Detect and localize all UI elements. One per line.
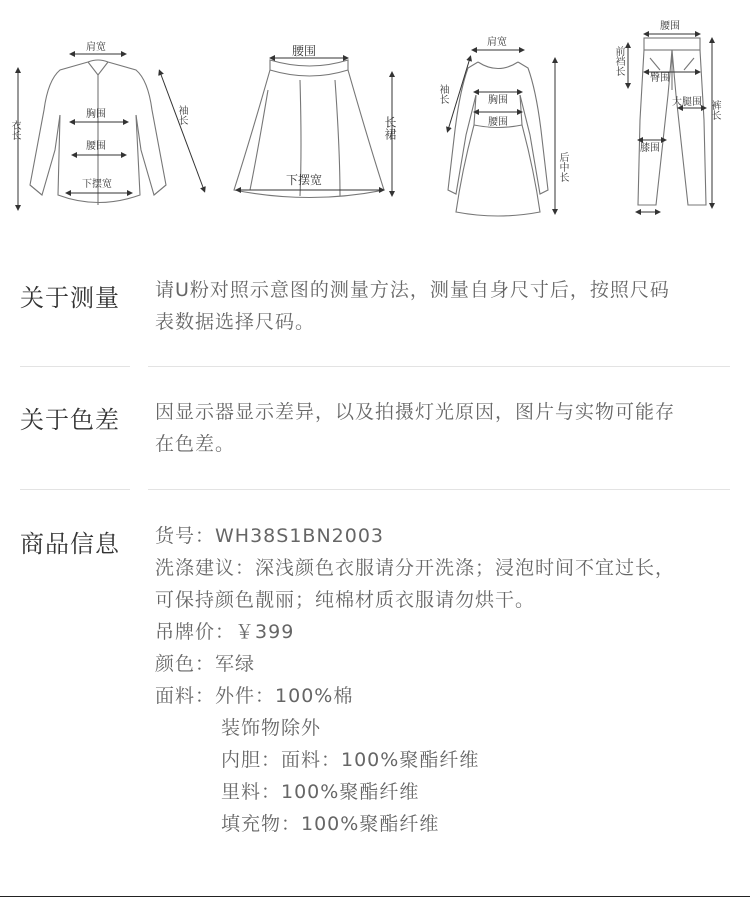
skirt-length-label: 长裙 [383, 116, 397, 140]
shirt-hem-label: 下摆宽 [82, 179, 112, 190]
measure-title: 关于测量 [20, 284, 120, 312]
shirt-length-label: 衣长 [9, 120, 20, 140]
fabric-line: 装饰物除外 [221, 717, 322, 739]
divider [20, 366, 130, 367]
pants-rise-label: 前裆长 [613, 46, 624, 76]
skirt-waist-label: 腰围 [292, 44, 317, 58]
skirt-hem-label: 下摆宽 [286, 173, 323, 187]
price-value: ￥399 [235, 621, 295, 643]
fabric-line: 外件：100%棉 [215, 685, 354, 707]
measurement-diagrams [0, 0, 750, 230]
dress-shoulder-label: 肩宽 [487, 37, 507, 48]
shirt-shoulder-label: 肩宽 [86, 42, 106, 53]
divider [148, 366, 730, 367]
color-label: 颜色： [155, 653, 216, 675]
price-label: 吊牌价： [155, 621, 236, 643]
price-row [155, 616, 730, 648]
dress-length-label: 后中长 [557, 152, 568, 182]
color-line: 因显示器显示差异，以及拍摄灯光原因，图片与实物可能存 [155, 401, 676, 423]
fabric-line: 里料：100%聚酯纤维 [221, 781, 420, 803]
wash-line: 可保持颜色靓丽；纯棉材质衣服请勿烘干。 [155, 589, 536, 611]
color-body [155, 396, 730, 460]
color-title: 关于色差 [20, 406, 120, 434]
pants-waist-label: 腰围 [660, 21, 680, 32]
pants-knee-label: 膝围 [640, 143, 660, 154]
dress-chest-label: 胸围 [488, 95, 508, 106]
color-value: 军绿 [215, 653, 256, 675]
dress-waist-label: 腰围 [488, 117, 508, 128]
sku-label: 货号： [155, 525, 216, 547]
dress-sleeve-label: 袖长 [437, 84, 448, 104]
measure-line: 请U粉对照示意图的测量方法，测量自身尺寸后，按照尺码 [155, 279, 670, 301]
fabric-line: 填充物：100%聚酯纤维 [221, 813, 440, 835]
pants-sketch [638, 38, 706, 205]
dress-sketch [448, 62, 548, 216]
shirt-chest-label: 胸围 [86, 109, 106, 120]
pants-hip-label: 臀围 [650, 73, 670, 84]
color-row [155, 648, 730, 680]
info-body [155, 520, 730, 840]
measure-line: 表数据选择尺码。 [155, 311, 316, 333]
sku-value: WH38S1BN2003 [215, 525, 385, 547]
fabric-label: 面料： [155, 685, 216, 707]
divider [20, 489, 130, 490]
sku-row [155, 520, 730, 552]
shirt-waist-label: 腰围 [86, 141, 106, 152]
bottom-border [0, 896, 750, 897]
fabric-line: 内胆：面料：100%聚酯纤维 [221, 749, 480, 771]
divider [148, 489, 730, 490]
measure-body [155, 274, 730, 338]
garment-sketches [0, 0, 750, 230]
wash-line: 洗涤建议：深浅颜色衣服请分开洗涤；浸泡时间不宜过长， [155, 557, 676, 579]
pants-thigh-label: 大腿围 [672, 97, 702, 108]
info-title: 商品信息 [20, 530, 120, 558]
shirt-sleeve-label: 袖长 [176, 105, 187, 125]
color-line: 在色差。 [155, 433, 236, 455]
pants-length-label: 裤长 [709, 100, 720, 120]
fabric-row [155, 680, 730, 712]
